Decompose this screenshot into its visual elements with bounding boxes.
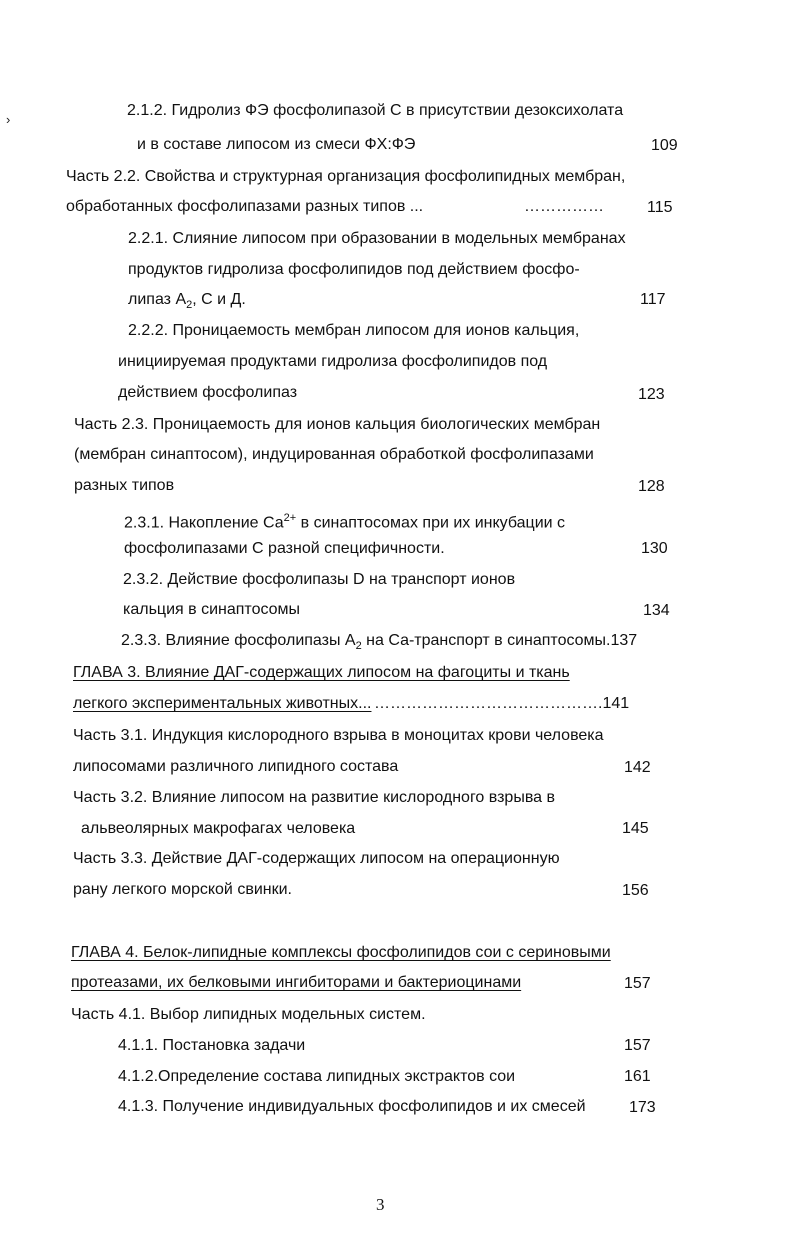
toc-page-123: 123	[638, 386, 665, 403]
toc-entry-part-4-1: Часть 4.1. Выбор липидных модельных систем.	[71, 1006, 426, 1023]
toc-leader-141: …………………………………….141	[374, 695, 630, 712]
toc-entry-4-1-2: 4.1.2.Определение состава липидных экстрактов сои	[118, 1068, 516, 1085]
page-number: 3	[376, 1195, 385, 1214]
toc-entry-part-3-1-cont: липосомами различного липидного состава	[73, 758, 399, 775]
toc-page-161: 161	[624, 1068, 651, 1085]
toc-entry-2-3-3: 2.3.3. Влияние фосфолипазы $А_2$ на Са-транспорт в синаптосомы.137	[121, 632, 638, 653]
toc-entry-part-3-3-cont: рану легкого морской свинки.	[73, 881, 292, 898]
toc-entry-part-3-1: Часть 3.1. Индукция кислородного взрыва в моноцитах крови человека	[73, 727, 604, 744]
toc-entry-part-2-3: Часть 2.3. Проницаемость для ионов кальция биологических мембран	[74, 416, 601, 433]
toc-entry-part-3-2-cont: альвеолярных макрофагах человека	[81, 820, 356, 837]
toc-page-145: 145	[622, 820, 649, 837]
toc-entry-part-2-2: Часть 2.2. Свойства и структурная организация фосфолипидных мембран,	[66, 168, 626, 185]
toc-page-173: 173	[629, 1099, 656, 1116]
stray-mark: ›	[6, 112, 11, 127]
toc-page-109: 109	[651, 137, 678, 154]
toc-entry-2-2-1-cont2: липаз $А_2$, С и Д.	[128, 291, 246, 312]
toc-page-128: 128	[638, 478, 665, 495]
toc-entry-4-1-3: 4.1.3. Получение индивидуальных фосфолипидов и их смесей	[118, 1098, 586, 1115]
toc-page-134: 134	[643, 602, 670, 619]
toc-leader-dots: ……………	[524, 198, 604, 215]
toc-page-117: 117	[640, 291, 666, 308]
toc-entry-part-2-3-cont: (мембран синаптосом), индуцированная обработкой фосфолипазами	[74, 446, 594, 463]
toc-entry-2-3-1-cont: фосфолипазами С разной специфичности.	[124, 540, 445, 557]
toc-entry-part-2-2-cont: обработанных фосфолипазами разных типов ...	[66, 198, 424, 215]
toc-entry-2-3-1: 2.3.1. Накопление $Са^{2+}$ в синаптосомах при их инкубации с	[124, 512, 566, 532]
toc-chapter-3-cont: легкого экспериментальных животных...	[73, 695, 372, 712]
toc-entry-part-3-3: Часть 3.3. Действие ДАГ-содержащих липосом на операционную	[73, 850, 560, 867]
toc-entry-2-2-2-cont2: действием фосфолипаз	[118, 384, 298, 401]
toc-page-157-a: 157	[624, 975, 651, 992]
toc-entry-part-3-2: Часть 3.2. Влияние липосом на развитие кислородного взрыва в	[73, 789, 555, 806]
toc-page-130: 130	[641, 540, 668, 557]
toc-chapter-4: ГЛАВА 4. Белок-липидные комплексы фосфолипидов сои с сериновыми	[71, 944, 611, 961]
toc-entry-2-1-2: 2.1.2. Гидролиз ФЭ фосфолипазой С в присутствии дезоксихолата	[127, 102, 624, 119]
toc-entry-part-2-3-cont2: разных типов	[74, 477, 175, 494]
toc-page-156: 156	[622, 882, 649, 899]
toc-chapter-3: ГЛАВА 3. Влияние ДАГ-содержащих липосом на фагоциты и ткань	[73, 664, 570, 681]
toc-page-157-b: 157	[624, 1037, 651, 1054]
toc-entry-2-3-2: 2.3.2. Действие фосфолипазы D на транспорт ионов	[123, 571, 516, 588]
toc-page-115: 115	[647, 199, 673, 216]
toc-entry-2-3-2-cont: кальция в синаптосомы	[123, 601, 301, 618]
toc-entry-2-2-2: 2.2.2. Проницаемость мембран липосом для ионов кальция,	[128, 322, 580, 339]
toc-entry-4-1-1: 4.1.1. Постановка задачи	[118, 1037, 306, 1054]
toc-entry-2-2-1-cont: продуктов гидролиза фосфолипидов под действием фосфо-	[128, 261, 580, 278]
toc-page-142: 142	[624, 759, 651, 776]
toc-entry-2-2-1: 2.2.1. Слияние липосом при образовании в модельных мембранах	[128, 230, 626, 247]
toc-chapter-4-cont: протеазами, их белковыми ингибиторами и бактериоцинами	[71, 974, 522, 991]
toc-entry-2-1-2-cont: и в составе липосом из смеси ФХ:ФЭ	[137, 136, 416, 153]
toc-entry-2-2-2-cont: инициируемая продуктами гидролиза фосфолипидов под	[118, 353, 548, 370]
